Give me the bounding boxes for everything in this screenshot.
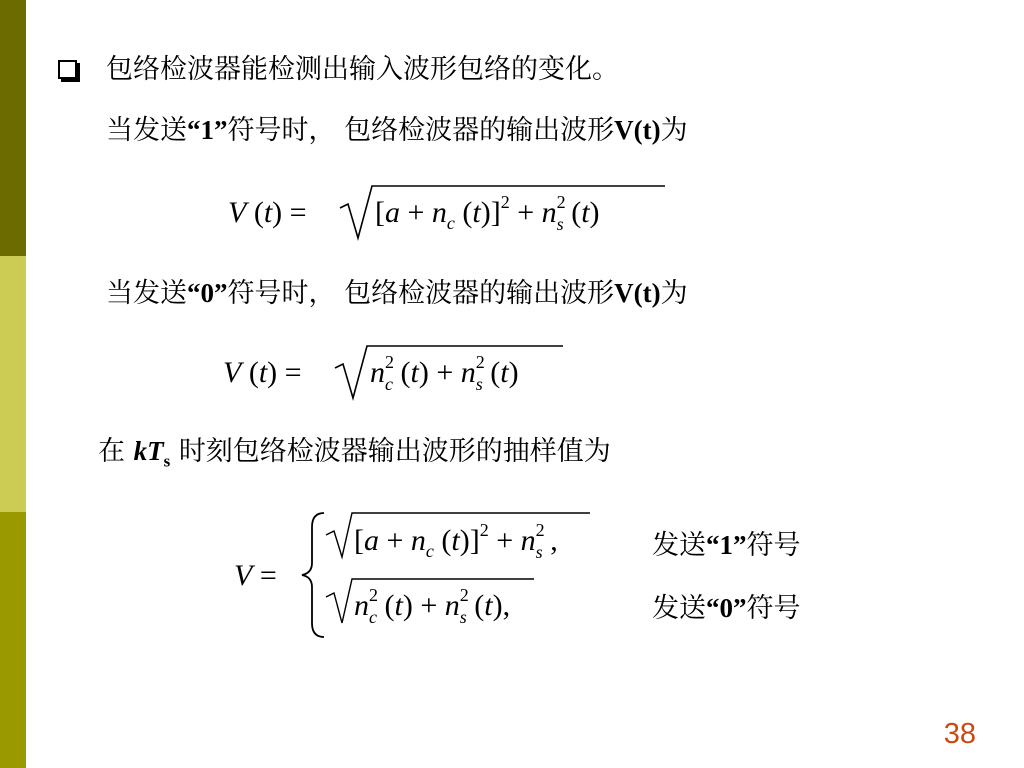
case1-symbol: “1” [706,530,747,560]
formula-piecewise [228,505,628,645]
case2-label [652,595,801,622]
case1-post: 符号 [746,530,801,561]
line1-post: 符号时， 包络检波器的输出波形 [227,115,615,146]
line-send-1 [106,117,688,144]
case1-label [652,532,801,559]
formula1-rhs: [$a + n_c$ $(t)]^2 + n^2$ s (t) [375,192,600,234]
checkbox-square-icon [58,60,77,79]
piecewise-case2: $n^2$ c $(t) + n^2$ s (t), [354,585,511,627]
line3-post: 时刻包络检波器输出波形的抽样值为 [178,436,611,467]
line2-end: 为 [660,278,688,309]
line2-vt: V(t) [614,278,661,308]
formula1-lhs: V (t) = [228,196,307,229]
piecewise-case1: [$a + n_c$ $(t)]^2 + n^2$ s , [354,520,558,562]
formula2-rhs: $n^2$ c $(t) + n^2$ s (t) [370,352,519,394]
page-number: 38 [943,718,976,750]
line3-pre: 在 [98,436,125,467]
line3-sub: s [163,451,171,471]
line1-symbol: “1” [187,115,228,145]
formula2-lhs: V (t) = [223,356,302,389]
left-bar-light [0,256,26,512]
line1-vt: V(t) [614,115,661,145]
case2-pre: 发送 [652,593,706,624]
case1-pre: 发送 [652,530,706,561]
line-send-0 [106,280,688,307]
line2-symbol: “0” [187,278,228,308]
line1-pre: 当发送 [106,115,187,146]
case2-symbol: “0” [706,593,747,623]
line3-kT: kT [133,436,164,466]
piecewise-lhs: V = [234,559,277,592]
line2-pre: 当发送 [106,278,187,309]
bullet-text: 包络检波器能检测出输入波形包络的变化。 [106,54,619,85]
line2-post: 符号时， 包络检波器的输出波形 [227,278,615,309]
left-bar-mid [0,512,26,768]
line1-end: 为 [660,115,688,146]
left-bar-dark [0,0,26,256]
formula-send-1 [220,178,680,248]
formula-send-0 [215,338,575,408]
line-sampling [98,438,611,469]
case2-post: 符号 [746,593,801,624]
